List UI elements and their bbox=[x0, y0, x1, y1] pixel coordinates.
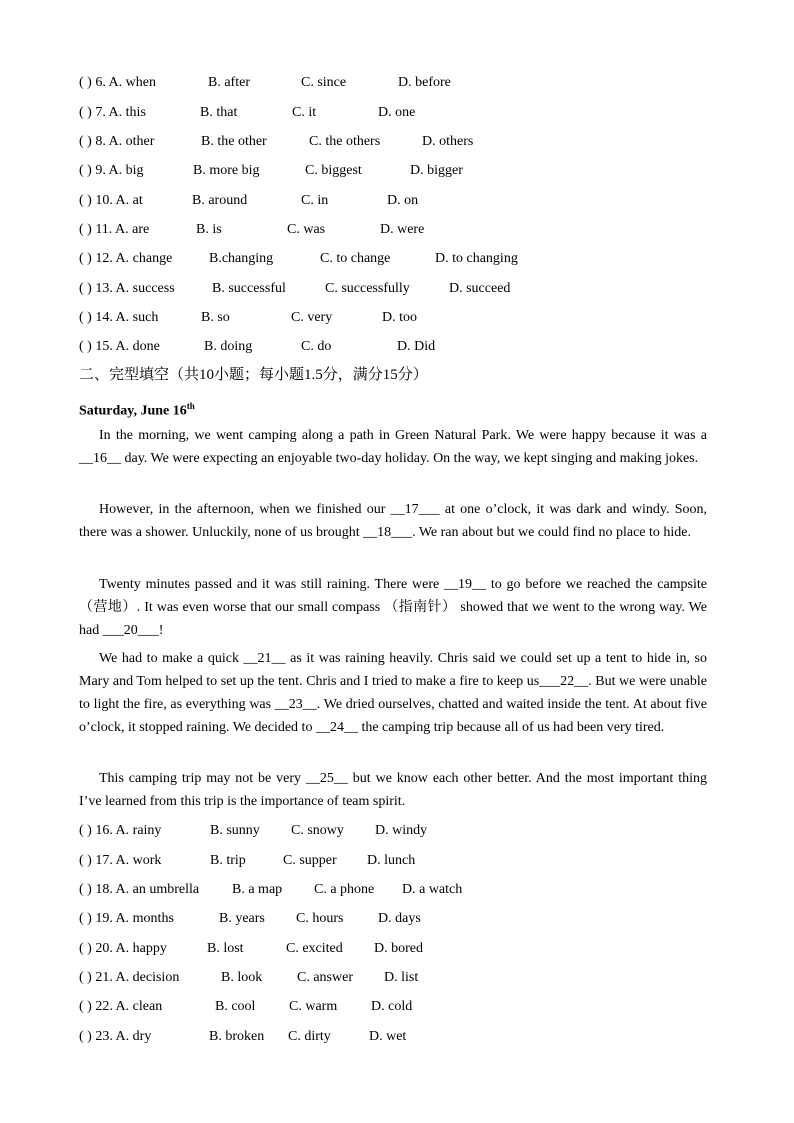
option-c: C. a phone bbox=[314, 882, 375, 897]
option-d: D. were bbox=[380, 222, 425, 237]
option-b: B. a map bbox=[232, 882, 283, 897]
option-c: C. supper bbox=[283, 853, 337, 868]
option-b: B. broken bbox=[209, 1029, 265, 1044]
option-b: B. cool bbox=[215, 999, 256, 1014]
option-d: D. on bbox=[387, 193, 419, 208]
option-d: D. bigger bbox=[410, 163, 463, 178]
question-stem: ( ) 12. A. change bbox=[79, 251, 173, 266]
option-c: C. biggest bbox=[305, 163, 362, 178]
option-b: B. lost bbox=[207, 941, 244, 956]
option-c: C. do bbox=[301, 339, 332, 354]
option-c: C. very bbox=[291, 310, 333, 325]
question-stem: ( ) 14. A. such bbox=[79, 310, 159, 325]
option-d: D. wet bbox=[369, 1029, 407, 1044]
passage-paragraph: This camping trip may not be very __25__ but we know each other better. And the most important thing I’ve learned from this trip is the importance of team spirit. bbox=[79, 771, 707, 809]
section-heading: 二、完型填空（共10小题；每小题1.5分，满分15分） bbox=[79, 367, 428, 383]
option-d: D. a watch bbox=[402, 882, 463, 897]
passage-paragraph: However, in the afternoon, when we finished our __17___ at one o’clock, it was dark and windy. Soon, there was a shower. Unluckily, none of us brought __18___. We ran about but we could find no place to hide. bbox=[79, 502, 707, 540]
option-b: B. that bbox=[200, 105, 238, 120]
question-stem: ( ) 13. A. success bbox=[79, 281, 175, 296]
passage-paragraph: We had to make a quick __21__ as it was raining heavily. Chris said we could set up a tent to hide in, so Mary and Tom helped to set up the tent. Chris and I tried to make a fire to keep us___22__. But we were unable to light the fire, as everything was __23__. We dried ourselves, chatted and waited inside the tent. At about five o’clock, it stopped raining. We decided to __24__ the camping trip because all of us had been very tired. bbox=[79, 651, 707, 735]
question-stem: ( ) 19. A. months bbox=[79, 911, 174, 926]
option-b: B. sunny bbox=[210, 823, 260, 838]
passage-paragraph: In the morning, we went camping along a path in Green Natural Park. We were happy because it was a __16__ day. We were expecting an enjoyable two-day holiday. On the way, we kept singing and making jokes. bbox=[79, 428, 707, 466]
option-b: B. years bbox=[219, 911, 265, 926]
option-d: D. bored bbox=[374, 941, 423, 956]
question-stem: ( ) 7. A. this bbox=[79, 105, 146, 120]
option-b: B.changing bbox=[209, 251, 274, 266]
question-stem: ( ) 6. A. when bbox=[79, 75, 156, 90]
option-d: D. cold bbox=[371, 999, 413, 1014]
question-stem: ( ) 17. A. work bbox=[79, 853, 162, 868]
question-stem: ( ) 10. A. at bbox=[79, 193, 143, 208]
option-c: C. was bbox=[287, 222, 326, 237]
option-b: B. after bbox=[208, 75, 250, 90]
option-b: B. look bbox=[221, 970, 263, 985]
option-b: B. the other bbox=[201, 134, 267, 149]
question-stem: ( ) 11. A. are bbox=[79, 222, 150, 237]
option-c: C. since bbox=[301, 75, 347, 90]
passage-title-suffix: th bbox=[186, 401, 195, 411]
option-b: B. trip bbox=[210, 853, 246, 868]
question-stem: ( ) 23. A. dry bbox=[79, 1029, 152, 1044]
option-b: B. successful bbox=[212, 281, 286, 296]
option-c: C. to change bbox=[320, 251, 391, 266]
question-stem: ( ) 22. A. clean bbox=[79, 999, 163, 1014]
option-c: C. dirty bbox=[288, 1029, 331, 1044]
option-b: B. is bbox=[196, 222, 222, 237]
passage-paragraph: Twenty minutes passed and it was still raining. There were __19__ to go before we reached the campsite （营地）. It was even worse that our small compass （指南针） showed that we went to the wrong way. We had ___20___! bbox=[79, 577, 707, 638]
option-d: D. to changing bbox=[435, 251, 518, 266]
option-b: B. so bbox=[201, 310, 230, 325]
question-stem: ( ) 18. A. an umbrella bbox=[79, 882, 200, 897]
option-c: C. in bbox=[301, 193, 329, 208]
option-d: D. lunch bbox=[367, 853, 416, 868]
question-stem: ( ) 15. A. done bbox=[79, 339, 160, 354]
option-b: B. doing bbox=[204, 339, 253, 354]
option-d: D. one bbox=[378, 105, 416, 120]
question-stem: ( ) 20. A. happy bbox=[79, 941, 167, 956]
option-c: C. excited bbox=[286, 941, 343, 956]
option-b: B. around bbox=[192, 193, 248, 208]
option-c: C. warm bbox=[289, 999, 338, 1014]
question-stem: ( ) 16. A. rainy bbox=[79, 823, 162, 838]
option-c: C. successfully bbox=[325, 281, 410, 296]
option-d: D. before bbox=[398, 75, 451, 90]
option-d: D. windy bbox=[375, 823, 428, 838]
passage-title bbox=[79, 396, 195, 422]
question-stem: ( ) 21. A. decision bbox=[79, 970, 180, 985]
option-d: D. too bbox=[382, 310, 417, 325]
option-c: C. snowy bbox=[291, 823, 344, 838]
option-d: D. succeed bbox=[449, 281, 511, 296]
passage-title-text: Saturday, June 16 bbox=[79, 403, 187, 419]
option-d: D. Did bbox=[397, 339, 436, 354]
option-c: C. it bbox=[292, 105, 317, 120]
option-c: C. hours bbox=[296, 911, 344, 926]
question-stem: ( ) 8. A. other bbox=[79, 134, 155, 149]
option-d: D. list bbox=[384, 970, 419, 985]
option-d: D. others bbox=[422, 134, 474, 149]
option-c: C. answer bbox=[297, 970, 353, 985]
option-c: C. the others bbox=[309, 134, 381, 149]
option-b: B. more big bbox=[193, 163, 260, 178]
option-d: D. days bbox=[378, 911, 421, 926]
question-stem: ( ) 9. A. big bbox=[79, 163, 144, 178]
